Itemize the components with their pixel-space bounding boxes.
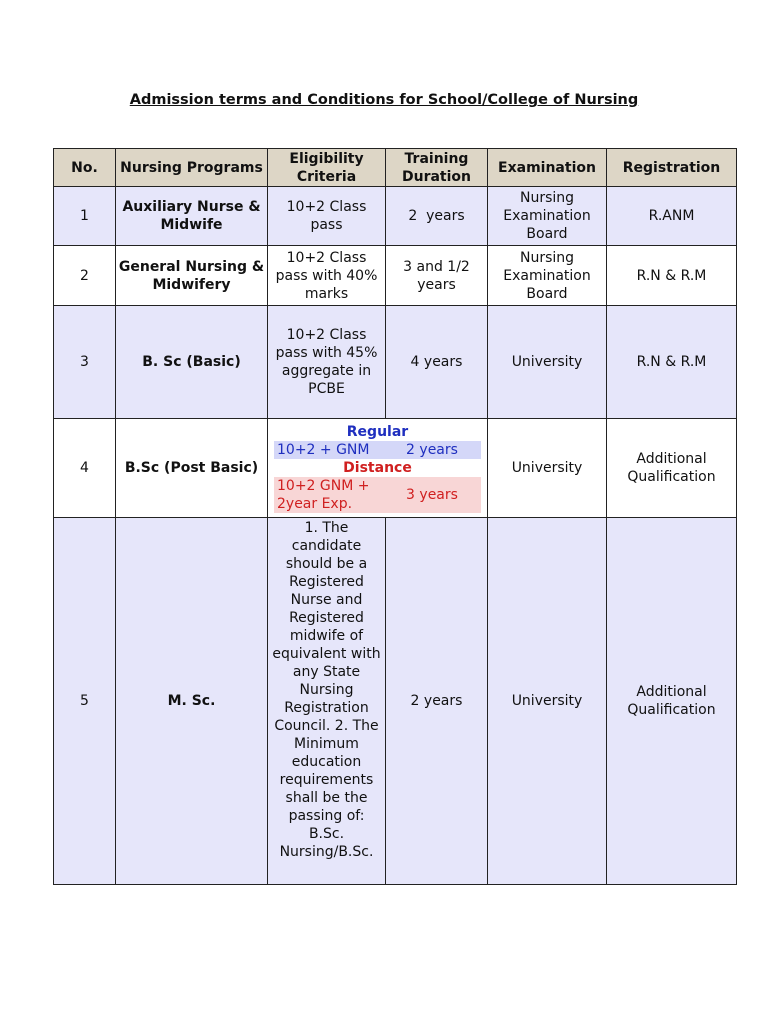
cell-eligibility: 10+2 Class pass <box>268 187 386 246</box>
cell-registration: R.N & R.M <box>607 246 737 306</box>
distance-label: Distance <box>274 459 481 477</box>
cell-registration: R.N & R.M <box>607 306 737 419</box>
column-header-examination: Examination <box>488 149 607 187</box>
cell-duration: 2 years <box>386 518 488 885</box>
cell-examination: Nursing Examination Board <box>488 246 607 306</box>
cell-program: B. Sc (Basic) <box>116 306 268 419</box>
cell-examination: University <box>488 518 607 885</box>
cell-no: 4 <box>54 419 116 518</box>
table-header-row <box>54 149 737 187</box>
column-header-programs: Nursing Programs <box>116 149 268 187</box>
distance-criteria: 10+2 GNM + 2year Exp. <box>274 477 383 513</box>
table-row <box>54 518 737 885</box>
admission-table <box>53 148 737 885</box>
cell-no: 3 <box>54 306 116 419</box>
column-header-duration: Training Duration <box>386 149 488 187</box>
cell-program: M. Sc. <box>116 518 268 885</box>
cell-program: General Nursing & Midwifery <box>116 246 268 306</box>
cell-no: 1 <box>54 187 116 246</box>
post-basic-subtable <box>274 423 481 513</box>
table-row <box>54 246 737 306</box>
distance-duration: 3 years <box>383 477 481 513</box>
cell-examination: University <box>488 419 607 518</box>
cell-eligibility: 10+2 Class pass with 45% aggregate in PCBE <box>268 306 386 419</box>
column-header-registration: Registration <box>607 149 737 187</box>
cell-no: 2 <box>54 246 116 306</box>
cell-duration: 2 years <box>386 187 488 246</box>
cell-program: Auxiliary Nurse & Midwife <box>116 187 268 246</box>
cell-eligibility: 1. The candidate should be a Registered Nurse and Registered midwife of equivalent with any State Nursing Registration Council. 2. The Minimum education requirements shall be the passing of: B.Sc. Nursing/B.Sc. <box>268 518 386 885</box>
regular-duration: 2 years <box>383 441 481 459</box>
cell-duration: 3 and 1/2 years <box>386 246 488 306</box>
regular-label: Regular <box>274 423 481 441</box>
cell-examination: University <box>488 306 607 419</box>
cell-duration: 4 years <box>386 306 488 419</box>
regular-criteria: 10+2 + GNM <box>274 441 383 459</box>
page-title: Admission terms and Conditions for School/College of Nursing <box>129 92 639 108</box>
eligibility-duration-split <box>268 419 488 518</box>
cell-examination: Nursing Examination Board <box>488 187 607 246</box>
cell-registration: Additional Qualification <box>607 518 737 885</box>
column-header-no: No. <box>54 149 116 187</box>
column-header-eligibility: Eligibility Criteria <box>268 149 386 187</box>
cell-eligibility: 10+2 Class pass with 40% marks <box>268 246 386 306</box>
cell-program: B.Sc (Post Basic) <box>116 419 268 518</box>
table-row <box>54 187 737 246</box>
table-row <box>54 306 737 419</box>
cell-registration: Additional Qualification <box>607 419 737 518</box>
table-row <box>54 419 737 518</box>
cell-registration: R.ANM <box>607 187 737 246</box>
cell-no: 5 <box>54 518 116 885</box>
